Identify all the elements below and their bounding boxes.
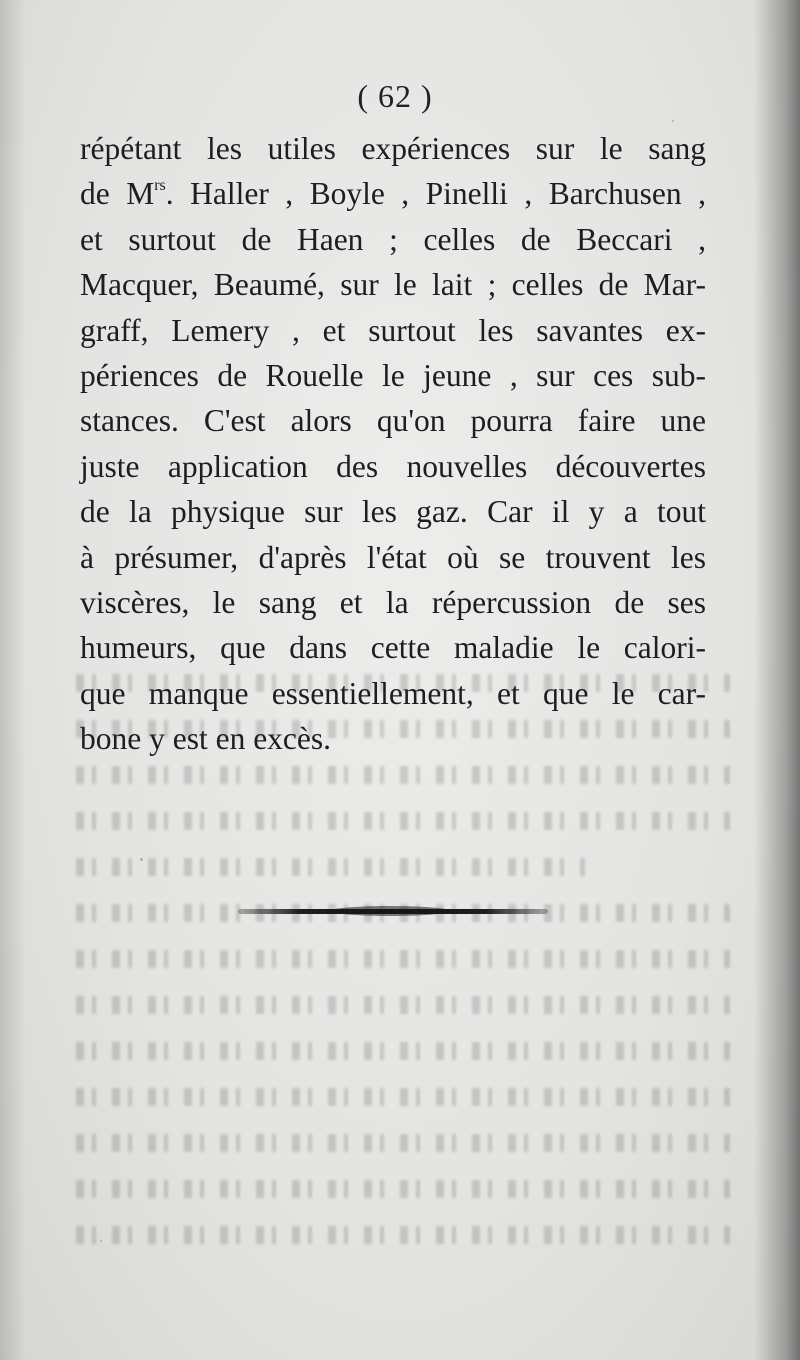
text-line: à présumer, d'après l'état où se trouvent les (80, 539, 706, 575)
text-line: de la physique sur les gaz. Car il y a tout (80, 494, 706, 530)
text-line (80, 171, 706, 216)
text-line: graff, Lemery , et surtout les savantes ex- (80, 312, 706, 348)
text-line: viscères, le sang et la répercussion de ses (80, 585, 706, 621)
text-line: périences de Rouelle le jeune , sur ces sub- (80, 358, 706, 394)
paper-speck (672, 120, 674, 122)
text-fragment: . Haller , Boyle , Pinelli , Barchusen , (165, 176, 706, 212)
text-line: Macquer, Beaumé, sur le lait ; celles de Mar- (80, 267, 706, 303)
paper-speck (100, 1240, 102, 1242)
text-line: que manque essentiellement, et que le car- (80, 675, 706, 711)
text-line: juste application des nouvelles découvertes (80, 448, 706, 484)
text-line: humeurs, que dans cette maladie le calori- (80, 630, 706, 666)
page-number: ( 62 ) (357, 78, 433, 114)
page-gutter-shadow (0, 0, 26, 1360)
section-divider-ornament (330, 906, 450, 916)
superscript: rs (154, 177, 166, 195)
page-edge-shadow (754, 0, 800, 1360)
text-line: répétant les utiles expériences sur le sang (80, 131, 706, 166)
body-text (80, 126, 706, 762)
text-line: stances. C'est alors qu'on pourra faire une (80, 403, 706, 439)
text-fragment: de M (80, 176, 155, 212)
text-line: et surtout de Haen ; celles de Beccari , (80, 221, 706, 257)
paper-speck (140, 858, 143, 861)
text-line: bone y est en excès. (80, 721, 332, 757)
